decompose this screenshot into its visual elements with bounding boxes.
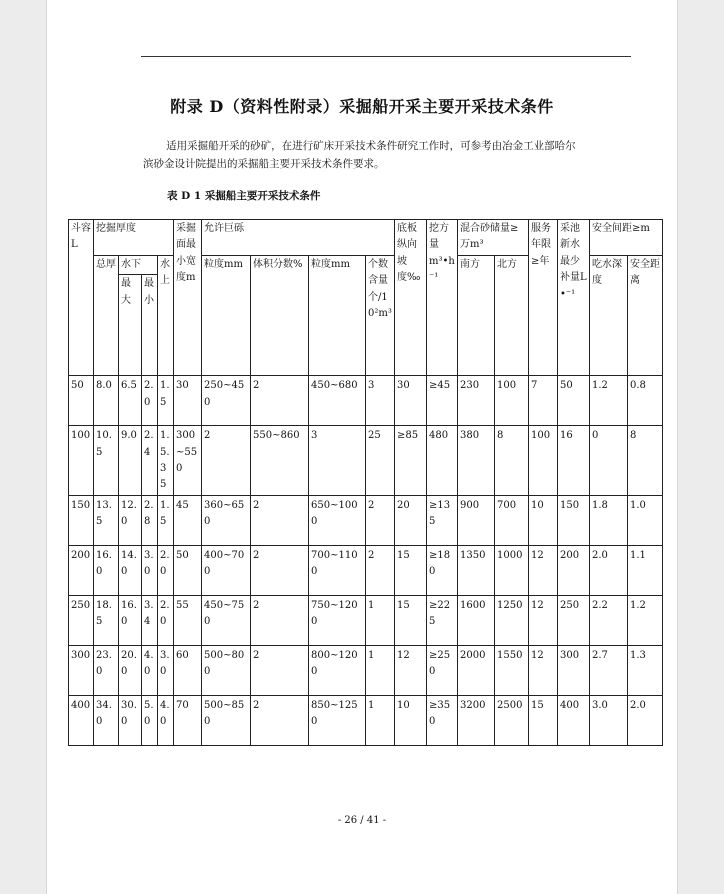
table-cell-draft: 2.2 [590, 595, 628, 645]
table-cell-north: 1000 [495, 545, 529, 595]
table-cell-north: 1250 [495, 595, 529, 645]
table-cell-dig: ≥180 [427, 545, 458, 595]
table-cell-width: 30 [174, 376, 202, 426]
header-min-width: 采掘面最小宽度m [174, 220, 202, 376]
table-cell-min: 4.0 [142, 645, 158, 695]
header-north: 北方 [495, 255, 529, 375]
table-cell-north: 2500 [495, 695, 529, 745]
header-service: 服务年限≥年 [529, 220, 558, 376]
table-cell-bucket: 400 [69, 695, 94, 745]
table-cell-width: 50 [174, 545, 202, 595]
table-cell-size1: 500~800 [202, 645, 251, 695]
page-number: - 26 / 41 - [337, 815, 387, 826]
table-cell-service: 10 [529, 495, 558, 545]
table-cell-above: 1.5 [158, 376, 174, 426]
header-size-2: 粒度mm [309, 255, 366, 375]
table-cell-bucket: 200 [69, 545, 94, 595]
table-cell-width: 45 [174, 495, 202, 545]
table-cell-south: 1600 [458, 595, 495, 645]
table-cell-max: 20.0 [119, 645, 142, 695]
table-cell-slope: 12 [395, 645, 427, 695]
table-cell-bucket: 300 [69, 645, 94, 695]
table-cell-service: 15 [529, 695, 558, 745]
table-row [69, 376, 663, 426]
table-cell-min: 5.0 [142, 695, 158, 745]
table-cell-bucket: 50 [69, 376, 94, 426]
header-boulder: 允许巨砾 [202, 220, 395, 256]
table-cell-south: 380 [458, 426, 495, 496]
table-cell-north: 100 [495, 376, 529, 426]
header-underwater: 水下 [119, 255, 158, 274]
table-cell-size1: 2 [202, 426, 251, 496]
table-cell-vf: 550~860 [251, 426, 309, 496]
table-cell-safe: 0.8 [628, 376, 663, 426]
header-dig-amount [427, 220, 458, 376]
table-cell-draft: 0 [590, 426, 628, 496]
table-cell-bucket: 250 [69, 595, 94, 645]
header-water: 采池新水最少补量L•⁻¹ [558, 220, 590, 376]
page-title: 附录 D（资料性附录）采掘船开采主要开采技术条件 [170, 97, 554, 116]
table-cell-size1: 500~850 [202, 695, 251, 745]
table-cell-count: 1 [366, 595, 395, 645]
table-cell-vf: 2 [251, 595, 309, 645]
table-cell-safe: 1.0 [628, 495, 663, 545]
header-dig-depth: 挖掘厚度 [94, 220, 174, 256]
table-cell-north: 700 [495, 495, 529, 545]
table-cell-count: 2 [366, 495, 395, 545]
table-cell-width: 300~550 [174, 426, 202, 496]
header-above-water: 水上 [158, 255, 174, 375]
table-cell-size2: 700~1100 [309, 545, 366, 595]
intro-paragraph [143, 137, 585, 173]
header-min: 最小 [142, 275, 158, 376]
table-cell-north: 1550 [495, 645, 529, 695]
table-cell-vf: 2 [251, 645, 309, 695]
table-cell-width: 60 [174, 645, 202, 695]
table-cell-min: 3.4 [142, 595, 158, 645]
table-cell-total: 10.5 [94, 426, 119, 496]
table-cell-safe: 8 [628, 426, 663, 496]
table-cell-service: 12 [529, 595, 558, 645]
table-cell-vf: 2 [251, 495, 309, 545]
table-row [69, 595, 663, 645]
table-cell-min: 2.0 [142, 376, 158, 426]
table-cell-min: 2.8 [142, 495, 158, 545]
table-row [69, 545, 663, 595]
table-cell-width: 70 [174, 695, 202, 745]
table-cell-dig: 480 [427, 426, 458, 496]
table-cell-draft: 2.7 [590, 645, 628, 695]
table-cell-above: 2.0 [158, 595, 174, 645]
table-cell-count: 1 [366, 645, 395, 695]
table-cell-above: 4.0 [158, 695, 174, 745]
table-row [69, 645, 663, 695]
header-row-1 [69, 220, 663, 256]
spec-table [68, 219, 663, 746]
table-cell-service: 100 [529, 426, 558, 496]
table-cell-south: 230 [458, 376, 495, 426]
table-cell-draft: 3.0 [590, 695, 628, 745]
table-cell-min: 3.0 [142, 545, 158, 595]
table-cell-safe: 1.3 [628, 645, 663, 695]
table-cell-count: 2 [366, 545, 395, 595]
table-cell-draft: 1.8 [590, 495, 628, 545]
table-cell-size2: 3 [309, 426, 366, 496]
table-cell-water: 200 [558, 545, 590, 595]
table-cell-dig: ≥225 [427, 595, 458, 645]
table-cell-dig: ≥45 [427, 376, 458, 426]
table-cell-above: 1.5.35 [158, 426, 174, 496]
table-caption: 表 D 1 采掘船主要开采技术条件 [167, 190, 321, 202]
table-cell-max: 6.5 [119, 376, 142, 426]
table-cell-bucket: 100 [69, 426, 94, 496]
table-cell-size1: 450~750 [202, 595, 251, 645]
header-total: 总厚 [94, 255, 119, 375]
table-cell-count: 25 [366, 426, 395, 496]
table-row [69, 695, 663, 745]
table-cell-safe: 1.2 [628, 595, 663, 645]
header-safety: 安全间距≥m [590, 220, 663, 256]
table-cell-max: 14.0 [119, 545, 142, 595]
table-cell-north: 8 [495, 426, 529, 496]
table-cell-above: 2.0 [158, 545, 174, 595]
table-cell-size2: 750~1200 [309, 595, 366, 645]
table-cell-max: 12.0 [119, 495, 142, 545]
table-cell-dig: ≥250 [427, 645, 458, 695]
table-cell-min: 2.4 [142, 426, 158, 496]
table-cell-vf: 2 [251, 376, 309, 426]
table-cell-above: 1.5 [158, 495, 174, 545]
header-safe-distance: 安全距离 [628, 255, 663, 375]
table-cell-total: 34.0 [94, 695, 119, 745]
table-cell-size2: 450~680 [309, 376, 366, 426]
table-cell-water: 300 [558, 645, 590, 695]
table-cell-size2: 650~1000 [309, 495, 366, 545]
table-cell-water: 16 [558, 426, 590, 496]
header-rule [141, 56, 631, 57]
table-cell-water: 150 [558, 495, 590, 545]
table-cell-bucket: 150 [69, 495, 94, 545]
table-row [69, 426, 663, 496]
table-cell-draft: 1.2 [590, 376, 628, 426]
table-cell-service: 12 [529, 645, 558, 695]
table-cell-slope: ≥85 [395, 426, 427, 496]
table-cell-total: 8.0 [94, 376, 119, 426]
table-cell-slope: 15 [395, 595, 427, 645]
table-cell-above: 3.0 [158, 645, 174, 695]
table-cell-safe: 1.1 [628, 545, 663, 595]
header-dig-amount-unit: m³•h⁻¹ [429, 255, 455, 284]
table-cell-draft: 2.0 [590, 545, 628, 595]
table-cell-dig: ≥350 [427, 695, 458, 745]
table-cell-max: 16.0 [119, 595, 142, 645]
header-count: 个数含量个/10²m³ [366, 255, 395, 375]
header-bucket: 斗容L [69, 220, 94, 376]
table-cell-count: 3 [366, 376, 395, 426]
table-cell-south: 2000 [458, 645, 495, 695]
table-cell-max: 30.0 [119, 695, 142, 745]
table-cell-slope: 15 [395, 545, 427, 595]
table-cell-south: 1350 [458, 545, 495, 595]
table-cell-safe: 2.0 [628, 695, 663, 745]
table-cell-size1: 250~450 [202, 376, 251, 426]
table-cell-water: 250 [558, 595, 590, 645]
header-slope: 底板纵向坡度‰ [395, 220, 427, 376]
header-draft: 吃水深度 [590, 255, 628, 375]
table-cell-size1: 360~650 [202, 495, 251, 545]
table-cell-size1: 400~700 [202, 545, 251, 595]
table-cell-total: 18.5 [94, 595, 119, 645]
table-cell-south: 900 [458, 495, 495, 545]
table-row [69, 495, 663, 545]
table-cell-max: 9.0 [119, 426, 142, 496]
table-cell-vf: 2 [251, 695, 309, 745]
table-cell-slope: 10 [395, 695, 427, 745]
table-cell-slope: 30 [395, 376, 427, 426]
document-page [46, 0, 678, 894]
table-cell-width: 55 [174, 595, 202, 645]
header-volume-fraction: 体积分数% [251, 255, 309, 375]
table-cell-count: 1 [366, 695, 395, 745]
table-cell-slope: 20 [395, 495, 427, 545]
intro-text: 适用采掘船开采的砂矿，在进行矿床开采技术条件研究工作时，可参考由冶金工业部哈尔滨砂金设计院提出的采掘船主要开采技术条件要求。 [143, 140, 576, 170]
header-reserve: 混合砂储量≥万m³ [458, 220, 529, 256]
header-size: 粒度mm [202, 255, 251, 375]
header-south: 南方 [458, 255, 495, 375]
table-cell-service: 12 [529, 545, 558, 595]
table-cell-dig: ≥135 [427, 495, 458, 545]
table-cell-service: 7 [529, 376, 558, 426]
table-cell-total: 16.0 [94, 545, 119, 595]
table-cell-water: 400 [558, 695, 590, 745]
table-cell-south: 3200 [458, 695, 495, 745]
table-cell-size2: 800~1200 [309, 645, 366, 695]
table-cell-total: 13.5 [94, 495, 119, 545]
table-cell-water: 50 [558, 376, 590, 426]
table-cell-size2: 850~1250 [309, 695, 366, 745]
header-max: 最大 [119, 275, 142, 376]
header-dig-amount-label: 挖方量 [429, 223, 449, 251]
table-cell-vf: 2 [251, 545, 309, 595]
table-cell-total: 23.0 [94, 645, 119, 695]
